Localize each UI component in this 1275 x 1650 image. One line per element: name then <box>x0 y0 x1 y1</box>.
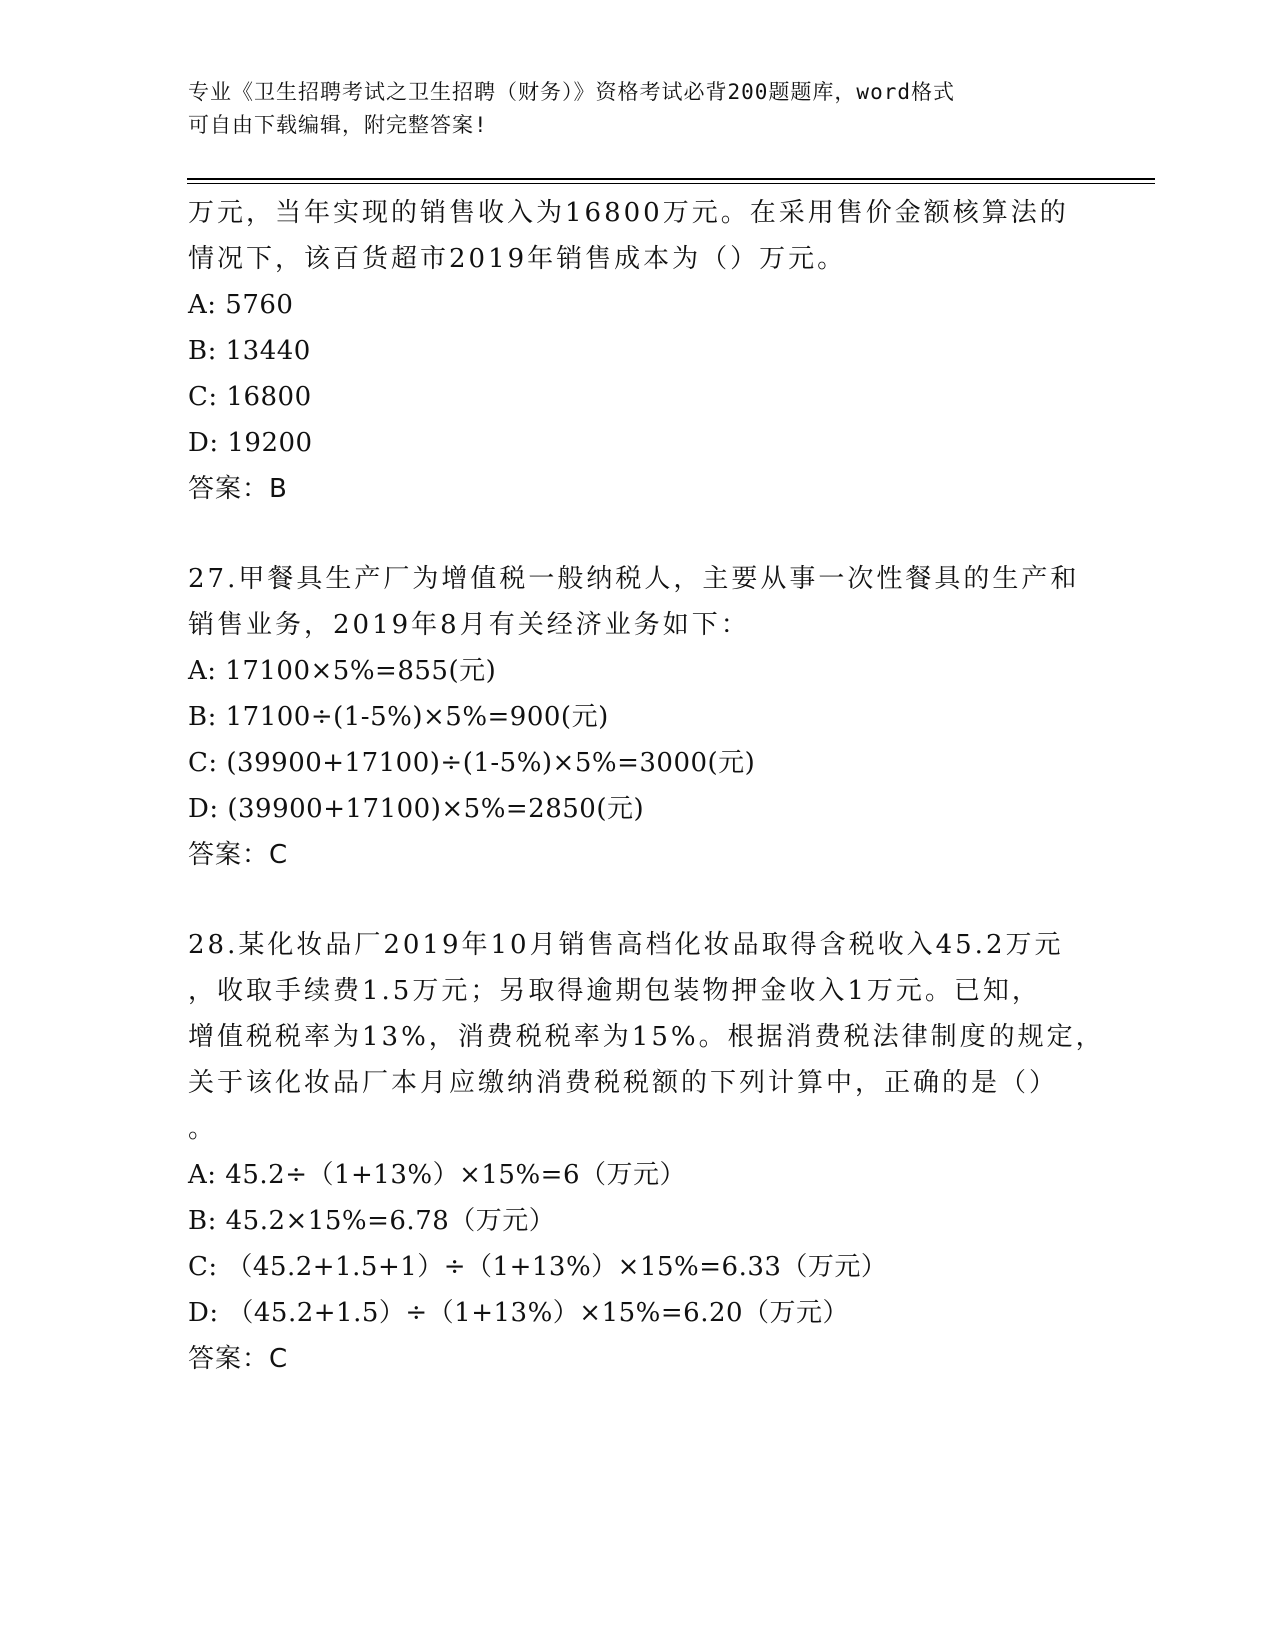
option-c: C: （45.2+1.5+1）÷（1+13%）×15%=6.33（万元） <box>188 1252 888 1282</box>
option-a: A: 45.2÷（1+13%）×15%=6（万元） <box>188 1160 686 1190</box>
question-26 <box>188 190 1088 512</box>
question-stem-line: 。 <box>188 1114 218 1144</box>
header-title-line-2: 可自由下载编辑，附完整答案! <box>188 113 488 137</box>
option-d: D: (39900+17100)×5%=2850(元) <box>188 794 645 824</box>
spacer <box>188 512 1088 556</box>
option-b: B: 45.2×15%=6.78（万元） <box>188 1206 556 1236</box>
question-28 <box>188 922 1105 1382</box>
header-title-line-1: 专业《卫生招聘考试之卫生招聘（财务）》资格考试必背200题题库，word格式 <box>188 80 955 104</box>
option-d: D: （45.2+1.5）÷（1+13%）×15%=6.20（万元） <box>188 1298 850 1328</box>
question-stem-line: 万元，当年实现的销售收入为16800万元。在采用售价金额核算法的 <box>188 198 1069 228</box>
option-a: A: 17100×5%=855(元) <box>188 656 497 686</box>
question-list <box>188 190 1105 1382</box>
question-stem-line: 关于该化妆品厂本月应缴纳消费税税额的下列计算中，正确的是（） <box>188 1068 1059 1098</box>
question-stem-line: 销售业务，2019年8月有关经济业务如下： <box>188 610 750 640</box>
page-header <box>188 76 1088 142</box>
option-d: D: 19200 <box>188 428 313 458</box>
spacer <box>188 878 1088 922</box>
answer-line: 答案：B <box>188 474 288 504</box>
header-rule-thick <box>187 178 1155 180</box>
answer-line: 答案：C <box>188 1344 289 1374</box>
option-b: B: 17100÷(1-5%)×5%=900(元) <box>188 702 609 732</box>
header-rule-thin <box>187 183 1155 184</box>
question-stem-line: 情况下，该百货超市2019年销售成本为（）万元。 <box>188 244 847 274</box>
option-b: B: 13440 <box>188 336 311 366</box>
option-c: C: 16800 <box>188 382 312 412</box>
option-c: C: (39900+17100)÷(1-5%)×5%=3000(元) <box>188 748 756 778</box>
option-a: A: 5760 <box>188 290 294 320</box>
question-stem-line: 增值税税率为13%，消费税税率为15%。根据消费税法律制度的规定， <box>188 1022 1105 1052</box>
question-stem-line: 27.甲餐具生产厂为增值税一般纳税人，主要从事一次性餐具的生产和 <box>188 564 1080 594</box>
question-stem-line: 28.某化妆品厂2019年10月销售高档化妆品取得含税收入45.2万元 <box>188 930 1064 960</box>
question-stem-line: ，收取手续费1.5万元；另取得逾期包装物押金收入1万元。已知， <box>188 976 1041 1006</box>
answer-line: 答案：C <box>188 840 289 870</box>
question-27 <box>188 556 1088 878</box>
